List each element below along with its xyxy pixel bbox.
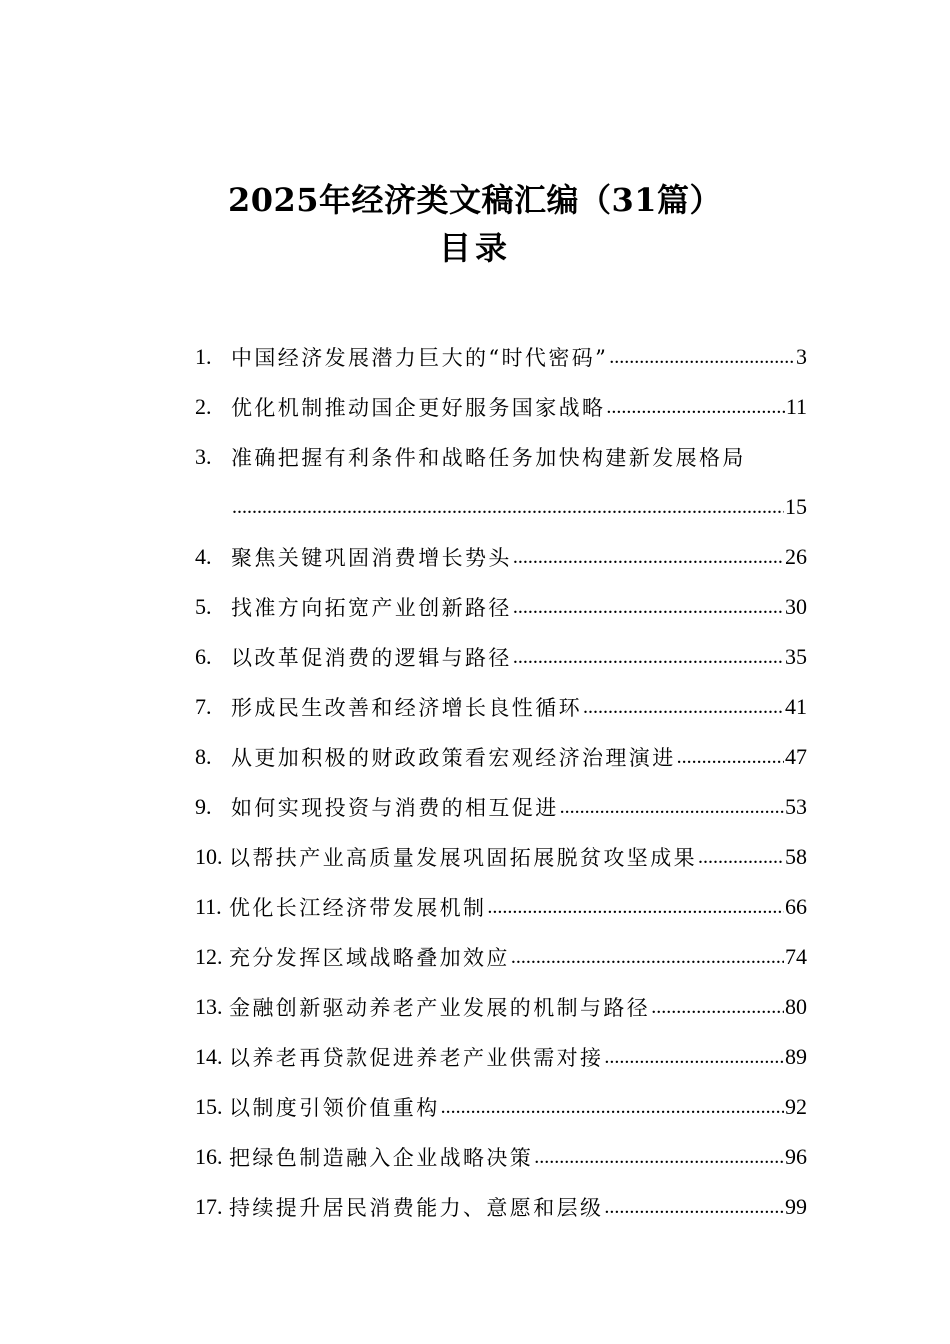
toc-leader-dots — [698, 846, 784, 869]
toc-entry[interactable] — [195, 1082, 807, 1132]
toc-entry-title: 金融创新驱动养老产业发展的机制与路径 — [229, 996, 651, 1020]
toc-entry-number: 6. — [195, 644, 212, 669]
document-title: 2025年经济类文稿汇编（31篇） — [227, 181, 723, 219]
toc-entry-number: 13. — [195, 994, 223, 1019]
toc-entry-page: 92 — [785, 1094, 807, 1119]
toc-leader-dots — [677, 746, 784, 769]
toc-entry-number: 16. — [195, 1144, 223, 1169]
toc-leader-dots — [604, 1196, 784, 1219]
toc-entry-number: 17. — [195, 1194, 223, 1219]
toc-heading: 目录 — [438, 229, 511, 267]
toc-entry-page: 47 — [785, 744, 807, 769]
toc-entry-page: 35 — [785, 644, 807, 669]
toc-entry-number: 9. — [195, 794, 212, 819]
toc-entry[interactable] — [195, 982, 807, 1032]
toc-leader-dots — [534, 1146, 784, 1169]
toc-entry-title: 以改革促消费的逻辑与路径 — [231, 646, 512, 670]
toc-entry-title: 充分发挥区域战略叠加效应 — [229, 946, 510, 970]
toc-entry-continuation[interactable] — [195, 482, 807, 532]
toc-entry[interactable] — [195, 882, 807, 932]
toc-entry-title: 准确把握有利条件和战略任务加快构建新发展格局 — [231, 446, 746, 470]
toc-entry-number: 8. — [195, 744, 212, 769]
toc-leader-dots — [487, 896, 784, 919]
toc-entry-page: 15 — [785, 494, 807, 519]
toc-entry[interactable] — [195, 1032, 807, 1082]
toc-entry-number: 1. — [195, 344, 212, 369]
toc-entry-number: 10. — [195, 844, 223, 869]
toc-entry-page: 11 — [785, 394, 807, 419]
toc-leader-dots — [609, 346, 795, 369]
toc-entry[interactable] — [195, 382, 807, 432]
toc-entry-page: 41 — [785, 694, 807, 719]
toc-leader-dots — [606, 396, 784, 419]
toc-entry-title: 如何实现投资与消费的相互促进 — [231, 796, 559, 820]
toc-entry[interactable] — [195, 732, 807, 782]
toc-entry-number: 7. — [195, 694, 212, 719]
toc-entry-page: 96 — [785, 1144, 807, 1169]
toc-entry-page: 89 — [785, 1044, 807, 1069]
toc-entry[interactable] — [195, 632, 807, 682]
toc-leader-dots — [441, 1096, 784, 1119]
toc-entry-page: 30 — [785, 594, 807, 619]
toc-entry-number: 14. — [195, 1044, 223, 1069]
toc-leader-dots — [560, 796, 784, 819]
toc-entry[interactable] — [195, 832, 807, 882]
toc-entry-number: 15. — [195, 1094, 223, 1119]
toc-entry[interactable] — [195, 432, 807, 482]
toc-leader-dots — [583, 696, 784, 719]
toc-entry-page: 66 — [785, 894, 807, 919]
toc-entry[interactable] — [195, 1132, 807, 1182]
toc-entry[interactable] — [195, 1182, 807, 1232]
toc-entry-number: 4. — [195, 544, 212, 569]
toc-entry-number: 11. — [195, 894, 222, 919]
toc-entry-page: 3 — [796, 344, 807, 369]
toc-entry-title: 聚焦关键巩固消费增长势头 — [231, 546, 512, 570]
toc-entry-title: 持续提升居民消费能力、意愿和层级 — [229, 1196, 604, 1220]
toc-entry-page: 99 — [785, 1194, 807, 1219]
toc-entry-title: 找准方向拓宽产业创新路径 — [231, 596, 512, 620]
toc-entry-title: 以养老再贷款促进养老产业供需对接 — [229, 1046, 604, 1070]
toc-leader-dots — [513, 546, 784, 569]
toc-entry-title: 优化长江经济带发展机制 — [229, 896, 487, 920]
toc-entry-title: 形成民生改善和经济增长良性循环 — [231, 696, 582, 720]
toc-entry[interactable] — [195, 782, 807, 832]
toc-leader-dots — [513, 596, 784, 619]
toc-entry-title: 优化机制推动国企更好服务国家战略 — [231, 396, 606, 420]
toc-entry-page: 58 — [785, 844, 807, 869]
toc-entry[interactable] — [195, 332, 807, 382]
toc-leader-dots — [604, 1046, 784, 1069]
toc-entry-title: 以制度引领价值重构 — [229, 1096, 440, 1120]
toc-entry[interactable] — [195, 932, 807, 982]
toc-entry[interactable] — [195, 582, 807, 632]
toc-entry-title: 以帮扶产业高质量发展巩固拓展脱贫攻坚成果 — [229, 846, 697, 870]
toc-entry-number: 5. — [195, 594, 212, 619]
toc-entry-title: 从更加积极的财政政策看宏观经济治理演进 — [231, 746, 676, 770]
toc-leader-dots — [511, 946, 784, 969]
toc-entry-page: 53 — [785, 794, 807, 819]
toc-leader-dots — [651, 996, 784, 1019]
toc-entry-number: 2. — [195, 394, 212, 419]
toc-leader-dots — [513, 646, 784, 669]
toc-entry-page: 80 — [785, 994, 807, 1019]
toc-entry-number: 3. — [195, 444, 212, 469]
toc-leader-dots — [232, 496, 784, 519]
toc-entry-page: 74 — [785, 944, 807, 969]
toc-entry[interactable] — [195, 682, 807, 732]
toc-entry-title: 中国经济发展潜力巨大的“时代密码” — [231, 346, 609, 370]
table-of-contents — [195, 332, 807, 1232]
toc-entry-title: 把绿色制造融入企业战略决策 — [229, 1146, 534, 1170]
toc-entry-number: 12. — [195, 944, 223, 969]
toc-entry-page: 26 — [785, 544, 807, 569]
toc-entry[interactable] — [195, 532, 807, 582]
